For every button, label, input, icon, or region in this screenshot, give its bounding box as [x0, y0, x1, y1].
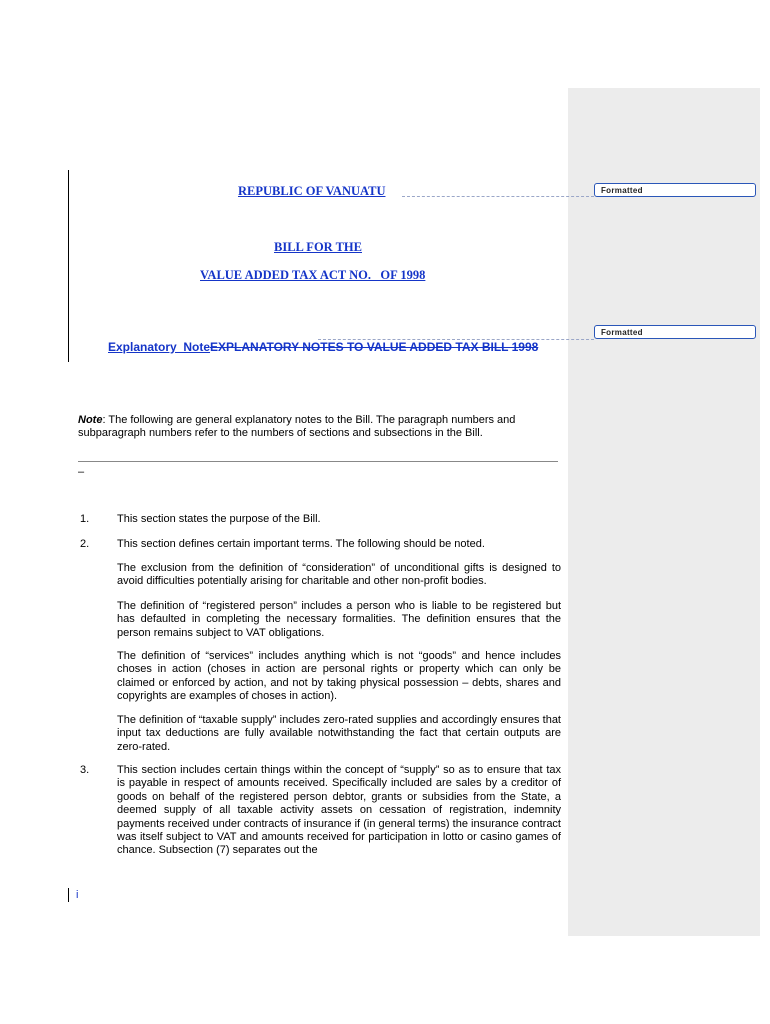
- comment-leader-line: [402, 196, 594, 197]
- comment-label: Formatted: [601, 328, 643, 337]
- divider-mark: –: [78, 466, 85, 478]
- note-label: Note: [78, 414, 103, 426]
- note-text: : The following are general explanatory notes to the Bill. The paragraph numbers and subparagraph numbers refer to the numbers of sections and subsections in the Bill.: [78, 414, 516, 440]
- section-number: 2.: [80, 538, 90, 550]
- section-text: This section includes certain things within the concept of “supply” so as to ensure that tax is payable in respect of amounts received. Specifically included are sales by a creditor of goods on behalf of the registered person debtor, grants or subsidies from the State, a deemed supply of all taxable activity assets on cessation of registration, indemnity payments received under contracts of insurance if (in general terms) the insurance contract was itself subject to VAT and amounts received for participation in lotto or casino games of chance. Subsection (7) separates out the: [117, 764, 561, 857]
- change-bar: [68, 170, 69, 362]
- deleted-text: EXPLANATORY NOTES TO VALUE ADDED TAX BILL 1998: [210, 340, 539, 354]
- section-text: This section states the purpose of the Bill.: [117, 513, 321, 525]
- section-number: 3.: [80, 764, 90, 776]
- section-paragraph: The definition of “services” includes anything which is not “goods” and hence includes choses in action (choses in action are personal rights or property which can only be claimed or enforced by action, and not by taking physical possession – debts, shares and copyrights are examples of choses in action).: [117, 650, 561, 703]
- section-text: This section defines certain important terms. The following should be noted.: [117, 538, 485, 550]
- change-bar: [68, 888, 69, 902]
- heading-republic: REPUBLIC OF VANUATU: [238, 184, 386, 198]
- markup-pane: [568, 88, 760, 936]
- page-number: i: [76, 889, 79, 901]
- section-paragraph: The definition of “registered person” includes a person who is liable to be registered but has defaulted in completing the necessary formalities. The definition ensures that the person remains subject to VAT obligations.: [117, 600, 561, 639]
- divider-line: [78, 461, 558, 462]
- comment-balloon[interactable]: [594, 325, 756, 339]
- note-paragraph: [78, 414, 558, 441]
- section-number: 1.: [80, 513, 90, 525]
- comment-balloon[interactable]: [594, 183, 756, 197]
- inserted-text: Explanatory Note: [108, 340, 211, 354]
- explanatory-note-heading: [108, 340, 538, 354]
- heading-act-title: VALUE ADDED TAX ACT NO. OF 1998: [200, 268, 426, 282]
- section-paragraph: The definition of “taxable supply” includes zero-rated supplies and accordingly ensures that input tax deductions are fully available notwithstanding the fact that certain outputs are zero-rated.: [117, 714, 561, 753]
- comment-label: Formatted: [601, 186, 643, 195]
- section-paragraph: The exclusion from the definition of “consideration” of unconditional gifts is designed to avoid difficulties potentially arising for charitable and other non-profit bodies.: [117, 562, 561, 588]
- heading-bill-for: BILL FOR THE: [274, 240, 362, 254]
